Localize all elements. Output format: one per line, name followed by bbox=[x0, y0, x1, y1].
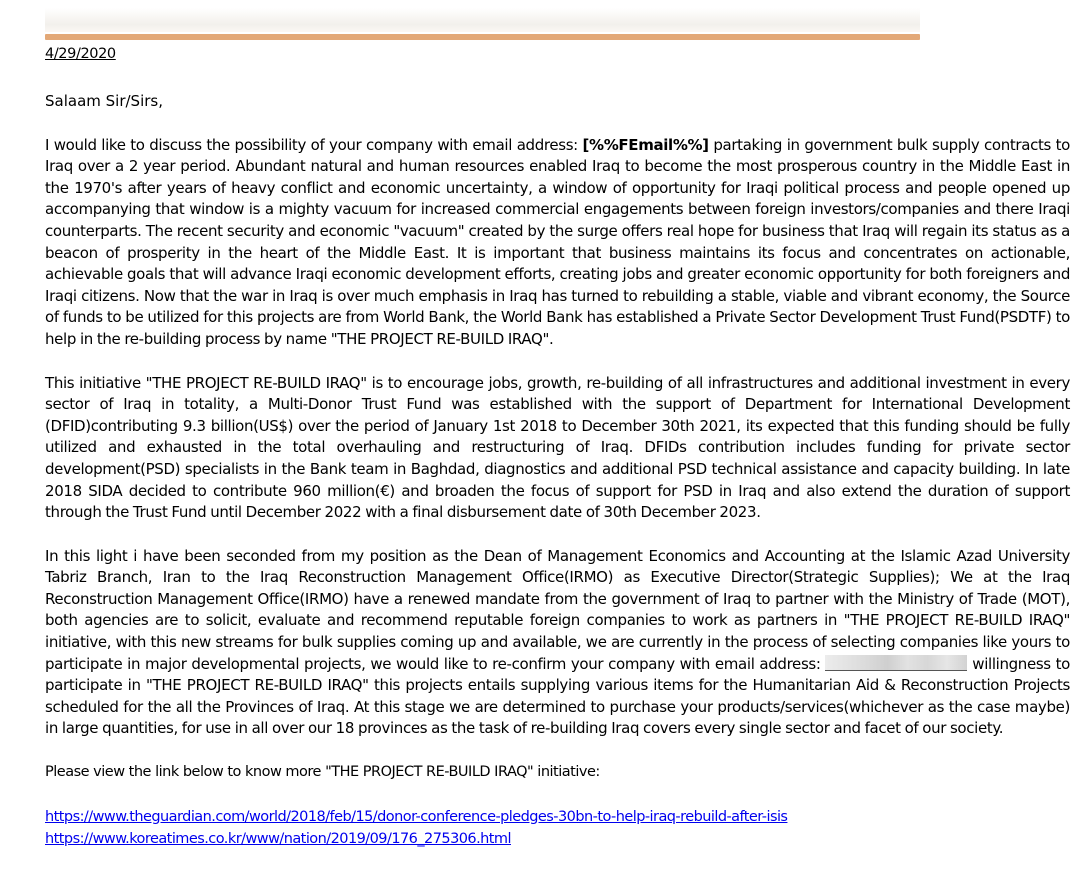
letter-body bbox=[45, 43, 1070, 850]
paragraph-intro-text-a: I would like to discuss the possibility of your company with email address: bbox=[45, 135, 583, 154]
letter-date: 4/29/2020 bbox=[45, 46, 116, 62]
salutation: Salaam Sir/Sirs, bbox=[45, 92, 163, 110]
links-intro: Please view the link below to know more "THE PROJECT RE-BUILD IRAQ" initiative: bbox=[45, 764, 600, 781]
redacted-email bbox=[825, 655, 967, 671]
link-guardian[interactable]: https://www.theguardian.com/world/2018/feb/15/donor-conference-pledges-30bn-to-help-iraq-rebuild-after-isis bbox=[45, 808, 788, 825]
paragraph-irmo-text-b: willingness to participate in "THE PROJECT RE-BUILD IRAQ" this projects entails supplying various items for the Humanitarian Aid & Reconstruction Projects scheduled for the all the Provinces of Iraq. At this stage we are determined to purchase your products/services(whichever as the case maybe) in large quantities, for use in all over our 18 provinces as the task of re-building Iraq covers every single sector and facet of our society. bbox=[45, 654, 1070, 738]
paragraph-irmo-text-a: In this light i have been seconded from my position as the Dean of Management Economics and Accounting at the Islamic Azad University Tabriz Branch, Iran to the Iraq Reconstruction Management Office(IRMO) as Executive Director(Strategic Supplies); We at the Iraq Reconstruction Management Office(IRMO) have a renewed mandate from the government of Iraq to partner with the Ministry of Trade (MOT), both agencies are to solicit, evaluate and recommend reputable foreign companies to work as partners in "THE PROJECT RE-BUILD IRAQ" initiative, with this new streams for bulk supplies coming up and available, we are currently in the process of selecting companies like yours to participate in major developmental projects, we would like to re-confirm your company with email address: bbox=[45, 546, 1070, 673]
paragraph-intro bbox=[45, 135, 1070, 351]
paragraph-intro-text-b: partaking in government bulk supply contracts to Iraq over a 2 year period. Abundant natural and human resources enabled Iraq to become the most prosperous country in the Middle East in the 1970's after years of heavy conflict and economic uncertainty, a window of opportunity for Iraqi political process and people opened up accompanying that window is a mighty vacuum for increased commercial engagements between foreign investors/companies and there Iraqi counterparts. The recent security and economic "vacuum" created by the surge offers real hope for business that Iraq will regain its status as a beacon of prosperity in the heart of the Middle East. It is important that business maintains its focus and concentrates on actionable, achievable goals that will advance Iraqi economic development efforts, creating jobs and greater economic opportunity for both foreigners and Iraqi citizens. Now that the war in Iraq is over much emphasis in Iraq has turned to rebuilding a stable, viable and vibrant economy, the Source of funds to be utilized for this projects are from World Bank, the World Bank has established a Private Sector Development Trust Fund(PSDTF) to help in the re-building process by name "THE PROJECT RE-BUILD IRAQ". bbox=[45, 135, 1070, 348]
paragraph-irmo bbox=[45, 546, 1070, 740]
letterhead bbox=[45, 0, 920, 42]
link-koreatimes[interactable]: https://www.koreatimes.co.kr/www/nation/2019/09/176_275306.html bbox=[45, 830, 511, 847]
letterhead-divider bbox=[45, 34, 920, 40]
links-list bbox=[45, 806, 1070, 850]
paragraph-initiative: This initiative "THE PROJECT RE-BUILD IRAQ" is to encourage jobs, growth, re-building of all infrastructures and additional investment in every sector of Iraq in totality, a Multi-Donor Trust Fund was established with the support of Department for International Development (DFID)contributing 9.3 billion(US$) over the period of January 1st 2018 to December 30th 2021, its expected that this funding should be fully utilized and exhausted in the total overhauling and restructuring of Iraq. DFIDs contribution includes funding for private sector development(PSD) specialists in the Bank team in Baghdad, diagnostics and additional PSD technical assistance and capacity building. In late 2018 SIDA decided to contribute 960 million(€) and broaden the focus of support for PSD in Iraq and also extend the duration of support through the Trust Fund until December 2022 with a final disbursement date of 30th December 2023. bbox=[45, 373, 1070, 522]
email-placeholder: [%%FEmail%%] bbox=[582, 135, 709, 154]
letterhead-faded-header bbox=[45, 8, 920, 32]
